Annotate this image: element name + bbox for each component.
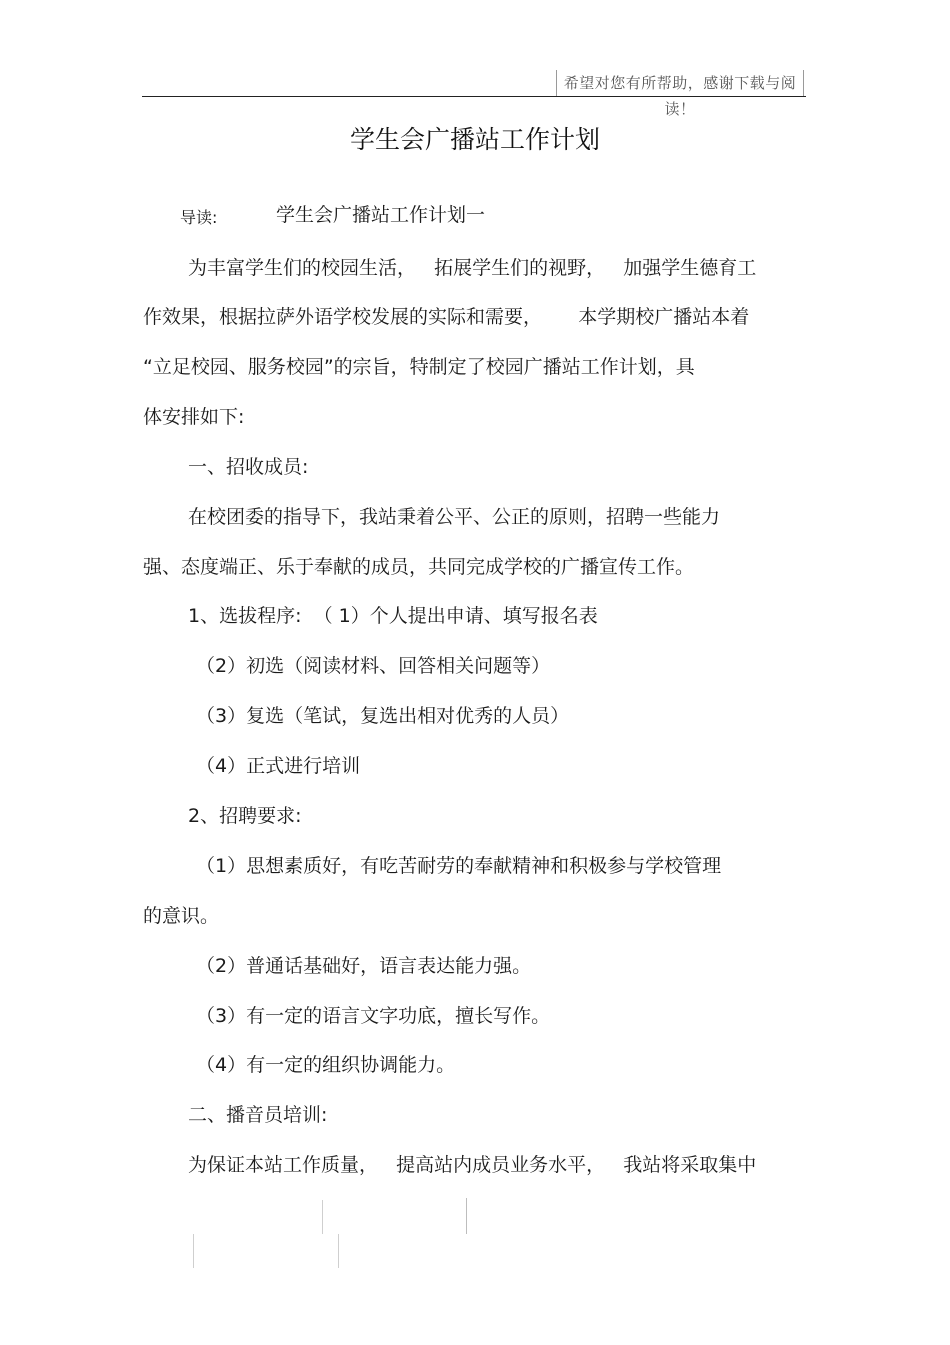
header-note: 希望对您有所帮助，感谢下载与阅读！ [556, 70, 804, 96]
list-item: （2）初选（阅读材料、回答相关问题等） [196, 655, 551, 677]
list-item: （3）复选（笔试，复选出相对优秀的人员） [196, 705, 570, 727]
section-heading: 一、招收成员: [188, 456, 309, 478]
header-divider [142, 96, 806, 97]
list-item: （2）普通话基础好，语言表达能力强。 [196, 955, 532, 977]
body-line: 为保证本站工作质量， 提高站内成员业务水平， 我站将采取集中 [188, 1154, 757, 1176]
scan-mark [322, 1200, 323, 1234]
list-item: （4）正式进行培训 [196, 755, 361, 777]
list-item: （4）有一定的组织协调能力。 [196, 1054, 456, 1076]
scan-mark [193, 1234, 194, 1268]
subheading-line: 2、招聘要求: [188, 805, 302, 827]
scan-mark [338, 1234, 339, 1268]
scan-mark [466, 1198, 467, 1234]
body-line: “立足校园、服务校园”的宗旨，特制定了校园广播站工作计划，具 [143, 356, 695, 378]
body-line: 为丰富学生们的校园生活， 拓展学生们的视野， 加强学生德育工 [188, 257, 757, 279]
body-line: 的意识。 [143, 905, 220, 927]
list-item: （1）思想素质好，有吃苦耐劳的奉献精神和积极参与学校管理 [196, 855, 722, 877]
section-heading: 二、播音员培训: [188, 1104, 328, 1126]
lead-label: 导读: [180, 208, 218, 227]
list-item: （3）有一定的语言文字功底，擅长写作。 [196, 1005, 551, 1027]
body-line: 强、态度端正、乐于奉献的成员，共同完成学校的广播宣传工作。 [143, 556, 695, 578]
body-line: 体安排如下: [143, 406, 245, 428]
body-line: 作效果，根据拉萨外语学校发展的实际和需要， 本学期校广播站本着 [143, 306, 750, 328]
lead-text: 学生会广播站工作计划一 [276, 204, 486, 226]
body-line: 在校团委的指导下，我站秉着公平、公正的原则，招聘一些能力 [188, 506, 721, 528]
subheading-line: 1、选拔程序: （ 1）个人提出申请、填写报名表 [188, 605, 598, 627]
document-title: 学生会广播站工作计划 [349, 125, 600, 154]
